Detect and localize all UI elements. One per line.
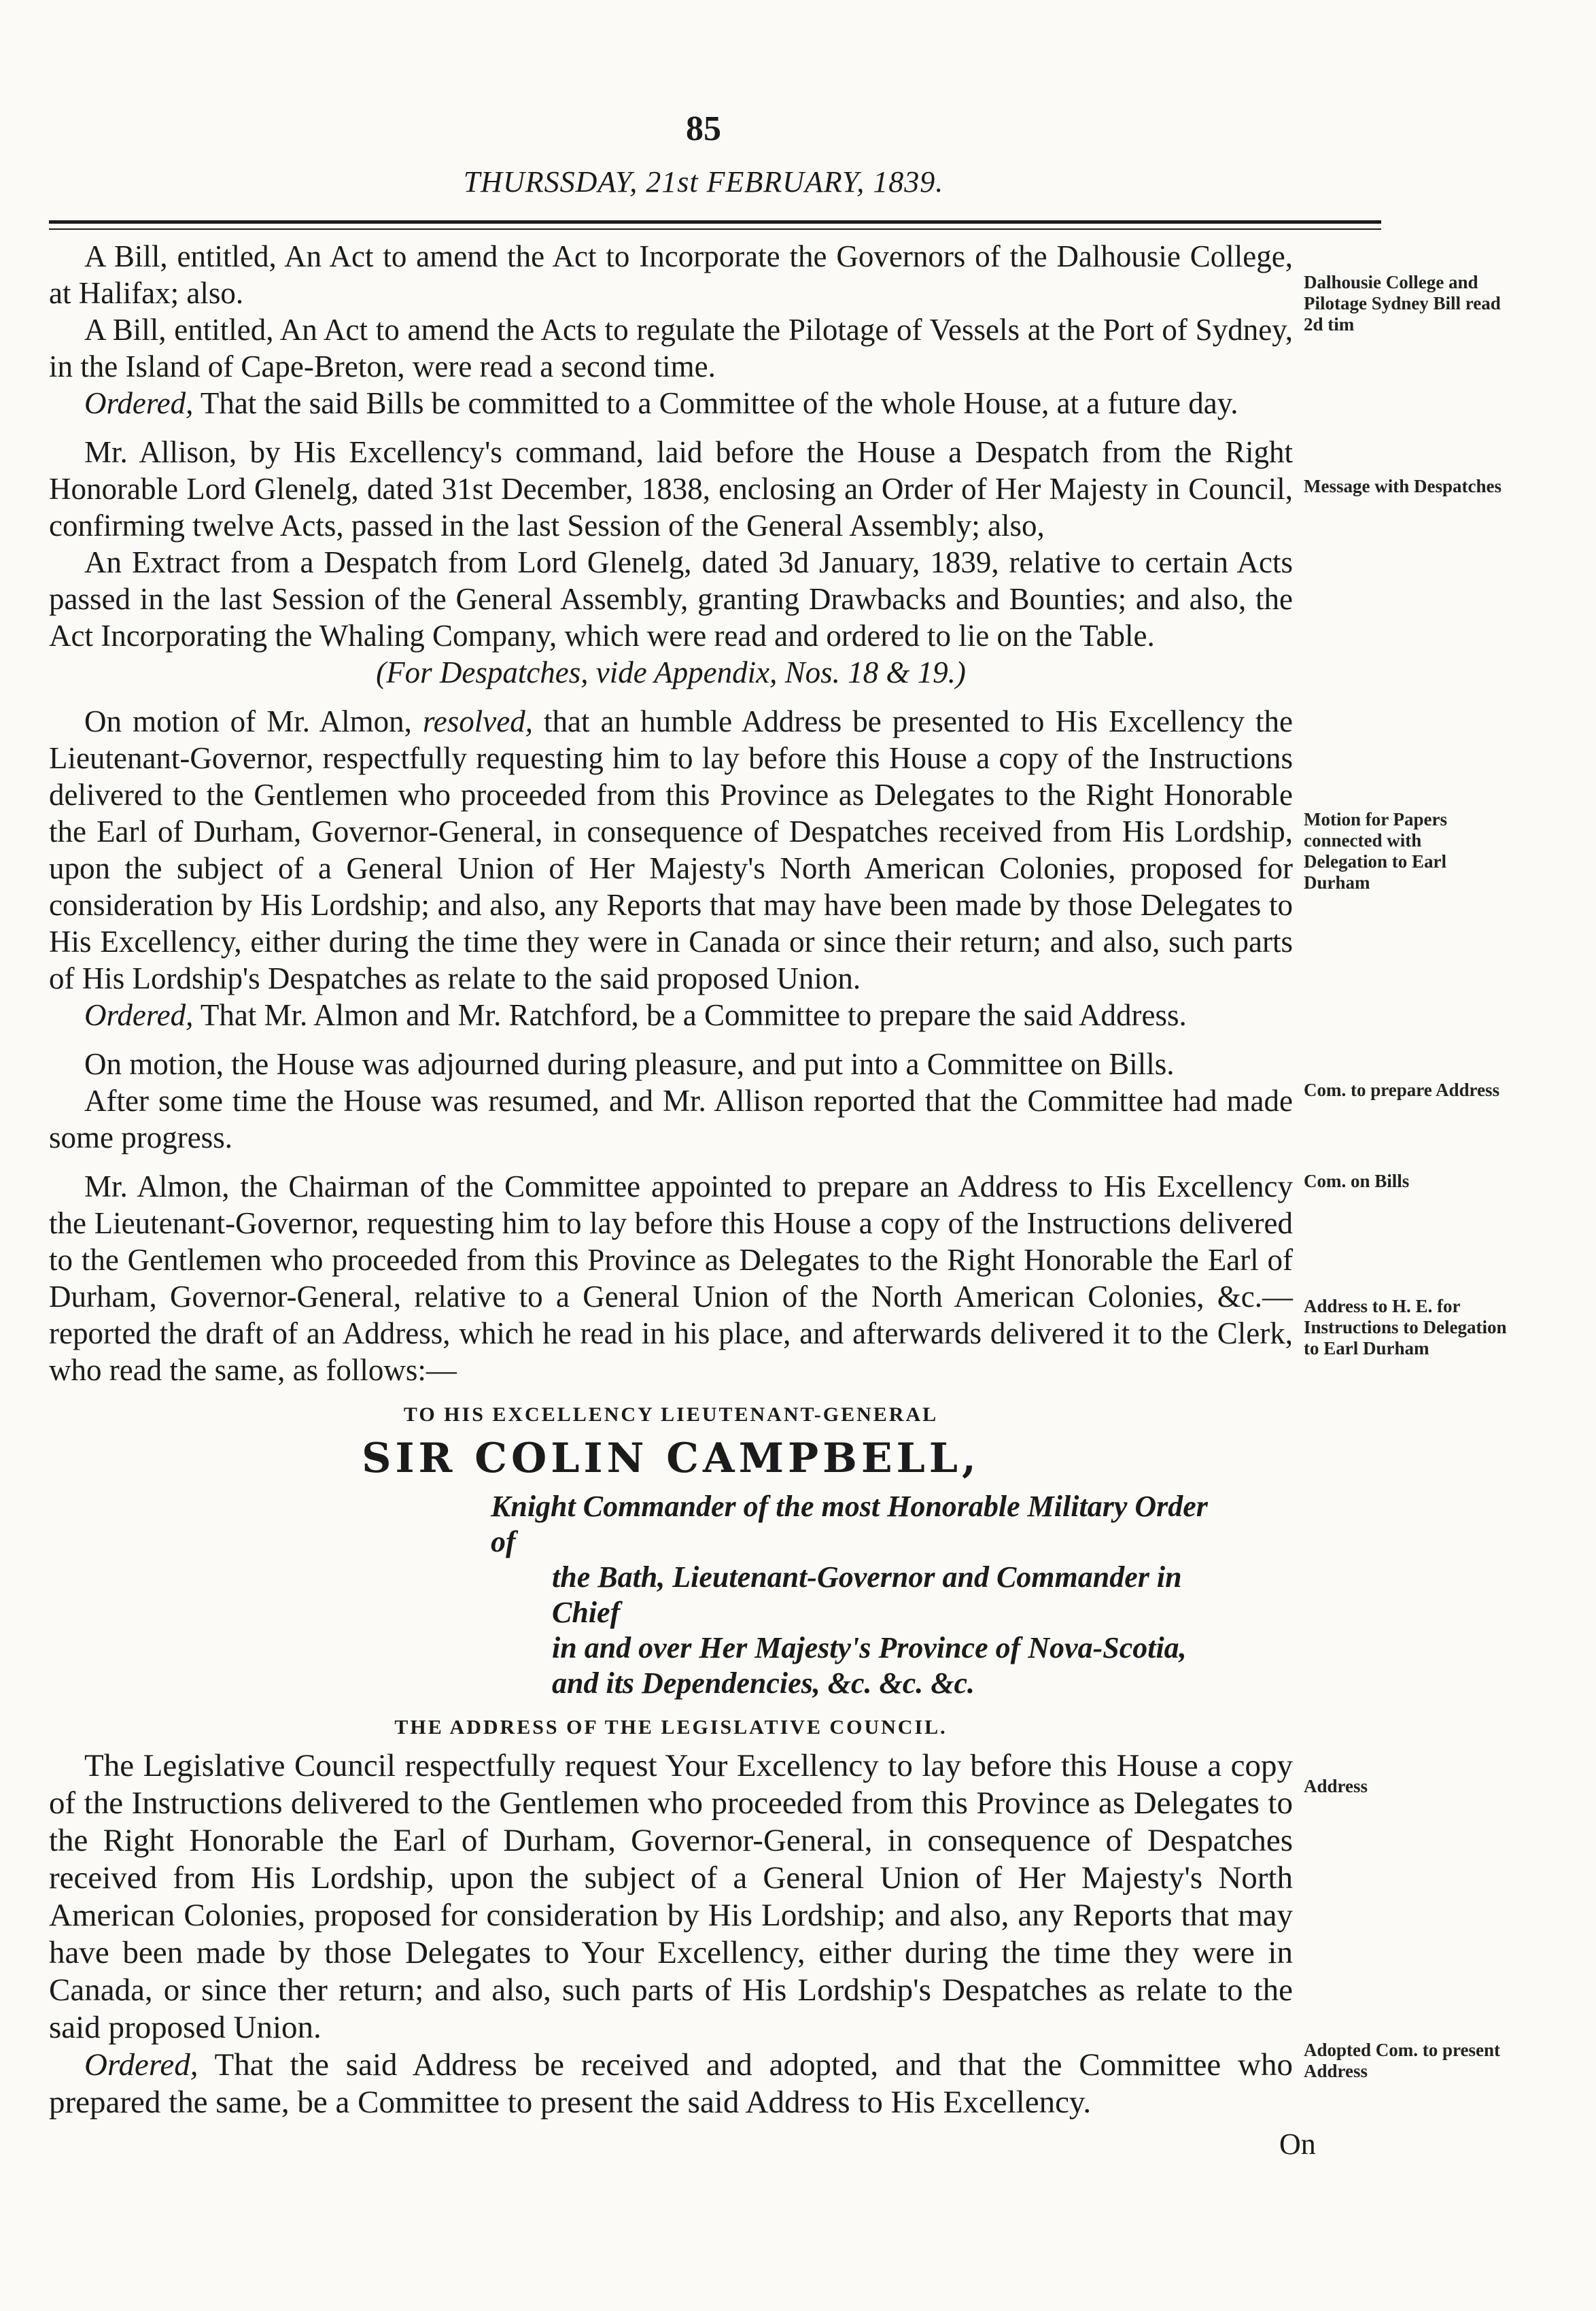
paragraph-resumed: After some time the House was resumed, and Mr. Allison reported that the Committee had made some progress. xyxy=(49,1084,1293,1154)
body-column xyxy=(49,238,1293,2121)
margin-note-com-prepare: Com. to prepare Address xyxy=(1304,1080,1500,1100)
address-to-line: TO HIS EXCELLENCY LIEUTENANT-GENERAL xyxy=(403,1403,939,1426)
paragraph-text: That the said Bills be committed to a Committee of the whole House, at a future day. xyxy=(193,386,1238,420)
page-number: 85 xyxy=(686,109,721,148)
title-line: Knight Commander of the most Honorable Military Order of xyxy=(491,1490,1208,1558)
title-line: and its Dependencies, &c. &c. &c. xyxy=(552,1666,975,1700)
address-body: The Legislative Council respectfully request Your Excellency to lay before this House a copy of the Instructions delivered to the Gentlemen who proceeded from this Province as Delegates to the Right Honorable the Earl of Durham, Governor-General, in consequence of Despatches received from His Lordship, upon the subject of a General Union of Her Majesty's North American Colonies, proposed for consideration by His Lordship; and also, any Reports that may have been made by those Delegates to Your Excellency, either during the time they were in Canada, or since ther return; and also, such parts of His Lordship's Despatches as relate to the said proposed Union. xyxy=(49,1748,1293,2045)
paragraph-text: that an humble Address be presented to His Excellency the Lieutenant-Governor, respectfully requesting him to lay before this House a copy of the Instructions delivered to the Gentlemen who proceeded from this Province as Delegates to the Right Honorable the Earl of Durham, Governor-General, in consequence of Despatches received from His Lordship, upon the subject of a General Union of Her Majesty's North American Colonies, proposed for consideration by His Lordship; and also, any Reports that may have been made by those Delegates to His Excellency, either during the time they were in Canada or since their return; and also, such parts of His Lordship's Despatches as relate to the said proposed Union. xyxy=(49,704,1293,995)
ordered-label: Ordered, xyxy=(84,386,194,420)
margin-note-bills: Dalhousie College and Pilotage Sydney Bill read 2d tim xyxy=(1304,272,1501,335)
margin-note-despatches: Message with Despatches xyxy=(1304,476,1502,496)
paragraph-dalhousie-bill: A Bill, entitled, An Act to amend the Act to Incorporate the Governors of the Dalhousie College, at Halifax; also. xyxy=(49,239,1293,310)
title-line: in and over Her Majesty's Province of Nova-Scotia, xyxy=(552,1631,1187,1664)
addressee-titles xyxy=(491,1489,1225,1701)
paragraph-pilotage-bill: A Bill, entitled, An Act to amend the Acts to regulate the Pilotage of Vessels at the Port of Sydney, in the Island of Cape-Breton, were read a second time. xyxy=(49,313,1293,383)
ordered-label: Ordered, xyxy=(84,998,194,1032)
header-rule-thick xyxy=(49,220,1381,224)
ordered-label: Ordered, xyxy=(84,2047,198,2083)
resolved-label: resolved, xyxy=(422,704,533,738)
margin-note-adopted: Adopted Com. to present Address xyxy=(1304,2040,1500,2081)
paragraph-adjourned: On motion, the House was adjourned during pleasure, and put into a Committee on Bills. xyxy=(84,1047,1175,1081)
margin-note-motion-papers: Motion for Papers connected with Delegation to Earl Durham xyxy=(1304,809,1447,893)
paragraph-despatch-glenelg: Mr. Allison, by His Excellency's command, laid before the House a Despatch from the Right Honorable Lord Glenelg, dated 31st December, 1838, enclosing an Order of Her Majesty in Council, confirming twelve Acts, passed in the last Session of the General Assembly; also, xyxy=(49,435,1293,543)
paragraph-despatch-extract: An Extract from a Despatch from Lord Glenelg, dated 3d January, 1839, relative to certain Acts passed in the last Session of the General Assembly, granting Drawbacks and Bounties; and also, the Act Incorporating the Whaling Company, which were read and ordered to lie on the Table. xyxy=(49,545,1293,653)
addressee-name: SIR COLIN CAMPBELL, xyxy=(362,1435,980,1482)
paragraph-committee-prepare xyxy=(49,997,1293,1033)
title-line: the Bath, Lieutenant-Governor and Commander in Chief xyxy=(552,1560,1182,1629)
paragraph-address-adopted xyxy=(49,2047,1293,2121)
catchword: On xyxy=(1279,2127,1316,2161)
paragraph-text: That the said Address be received and adopted, and that the Committee who prepared the same, be a Committee to present the said Address to His Excellency. xyxy=(49,2047,1293,2120)
margin-note-address: Address xyxy=(1304,1776,1368,1796)
margin-note-com-bills: Com. on Bills xyxy=(1304,1171,1410,1191)
paragraph-motion-almon xyxy=(49,703,1293,997)
header-rule-thin xyxy=(49,228,1381,230)
date-heading: THURSSDAY, 21st FEBRUARY, 1839. xyxy=(463,165,944,199)
margin-note-address-he: Address to H. E. for Instructions to Delegation to Earl Durham xyxy=(1304,1296,1507,1358)
paragraph-text: That Mr. Almon and Mr. Ratchford, be a Committee to prepare the said Address. xyxy=(193,998,1187,1032)
appendix-reference: (For Despatches, vide Appendix, Nos. 18 & 19.) xyxy=(376,655,966,689)
paragraph-almon-report: Mr. Almon, the Chairman of the Committee appointed to prepare an Address to His Excellency the Lieutenant-Governor, requesting him to lay before this House a copy of the Instructions delivered to the Gentlemen who proceeded from this Province as Delegates to the Right Honorable the Earl of Durham, Governor-General, relative to a General Union of the North American Colonies, &c.—reported the draft of an Address, which he read in his place, and afterwards delivered it to the Clerk, who read the same, as follows:— xyxy=(49,1169,1293,1387)
paragraph-text: On motion of Mr. Almon, xyxy=(84,704,423,738)
paragraph-bills-committed xyxy=(49,385,1293,422)
council-heading: THE ADDRESS OF THE LEGISLATIVE COUNCIL. xyxy=(394,1716,948,1739)
